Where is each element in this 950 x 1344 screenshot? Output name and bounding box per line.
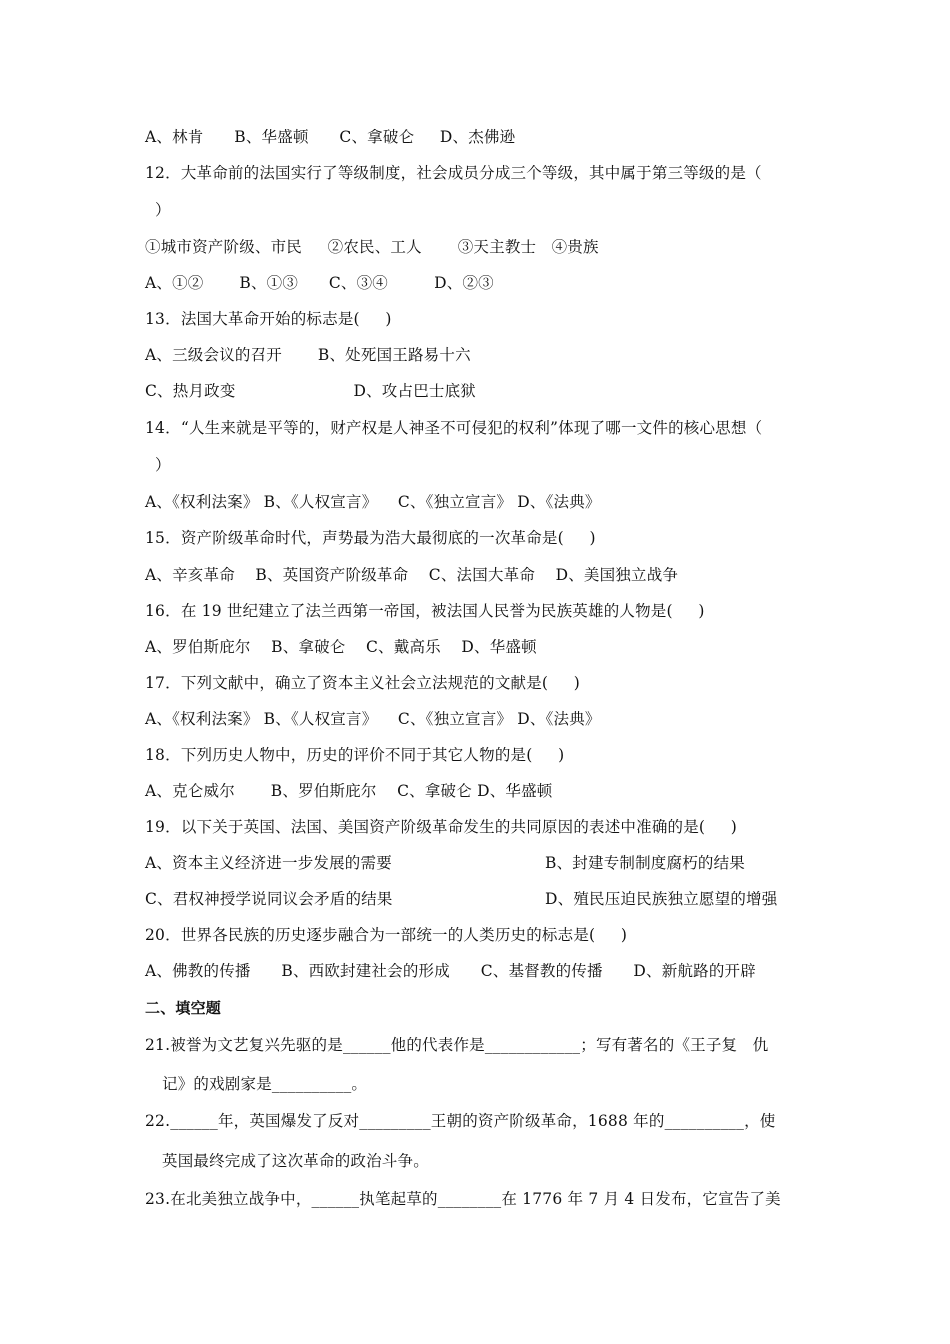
q13-options-cd: C、热月政变 D、攻占巴士底狱: [145, 382, 477, 400]
q19-option-b: B、封建专制制度腐朽的结果: [545, 854, 745, 872]
q13-stem: 13．法国大革命开始的标志是( ): [145, 310, 392, 328]
q19-option-c: C、君权神授学说同议会矛盾的结果: [145, 890, 393, 908]
q22-line2: 英国最终完成了这次革命的政治斗争。: [162, 1152, 429, 1170]
q15-stem: 15．资产阶级革命时代，声势最为浩大最彻底的一次革命是( ): [145, 529, 596, 547]
q20-options: A、佛教的传播 B、西欧封建社会的形成 C、基督教的传播 D、新航路的开辟: [145, 962, 756, 980]
q19-option-d: D、殖民压迫民族独立愿望的增强: [545, 890, 778, 908]
q22-line1: 22.______年，英国爆发了反对_________王朝的资产阶级革命，1688 年的__________，使: [145, 1112, 776, 1130]
q12-stem-end: ）: [155, 201, 171, 219]
q18-stem: 18．下列历史人物中，历史的评价不同于其它人物的是( ): [145, 746, 565, 764]
q14-options: A、《权利法案》 B、《人权宣言》 C、《独立宣言》 D、《法典》: [145, 493, 601, 511]
q20-stem: 20．世界各民族的历史逐步融合为一部统一的人类历史的标志是( ): [145, 926, 628, 944]
q23-line1: 23.在北美独立战争中，______执笔起草的________在 1776 年 7 月 4 日发布，它宣告了美: [145, 1190, 781, 1208]
q21-line1: 21.被誉为文艺复兴先驱的是______他的代表作是____________；写有著名的《王子复 仇: [145, 1036, 769, 1054]
q12-items: ①城市资产阶级、市民 ②农民、工人 ③天主教士 ④贵族: [145, 238, 599, 256]
q17-stem: 17．下列文献中，确立了资本主义社会立法规范的文献是( ): [145, 674, 581, 692]
q21-line2: 记》的戏剧家是__________。: [162, 1075, 368, 1093]
q15-options: A、辛亥革命 B、英国资产阶级革命 C、法国大革命 D、美国独立战争: [145, 566, 679, 584]
q16-options: A、罗伯斯庇尔 B、拿破仑 C、戴高乐 D、华盛顿: [145, 638, 537, 656]
section-heading-fill-blank: 二、填空题: [145, 999, 222, 1017]
q18-options: A、克仑威尔 B、罗伯斯庇尔 C、拿破仑 D、华盛顿: [145, 782, 553, 800]
q12-options: A、①② B、①③ C、③④ D、②③: [145, 274, 494, 292]
q13-options-ab: A、三级会议的召开 B、处死国王路易十六: [145, 346, 471, 364]
q19-option-a: A、资本主义经济进一步发展的需要: [145, 854, 392, 872]
q14-stem: 14．“人生来就是平等的，财产权是人神圣不可侵犯的权利”体现了哪一文件的核心思想（: [145, 419, 763, 437]
q11-options: A、林肯 B、华盛顿 C、拿破仑 D、杰佛逊: [145, 128, 516, 146]
q12-stem: 12．大革命前的法国实行了等级制度，社会成员分成三个等级，其中属于第三等级的是（: [145, 164, 762, 182]
q14-stem-end: ）: [155, 456, 171, 474]
q19-stem: 19．以下关于英国、法国、美国资产阶级革命发生的共同原因的表述中准确的是( ): [145, 818, 738, 836]
q17-options: A、《权利法案》 B、《人权宣言》 C、《独立宣言》 D、《法典》: [145, 710, 601, 728]
q16-stem: 16．在 19 世纪建立了法兰西第一帝国，被法国人民誉为民族英雄的人物是( ): [145, 602, 705, 620]
